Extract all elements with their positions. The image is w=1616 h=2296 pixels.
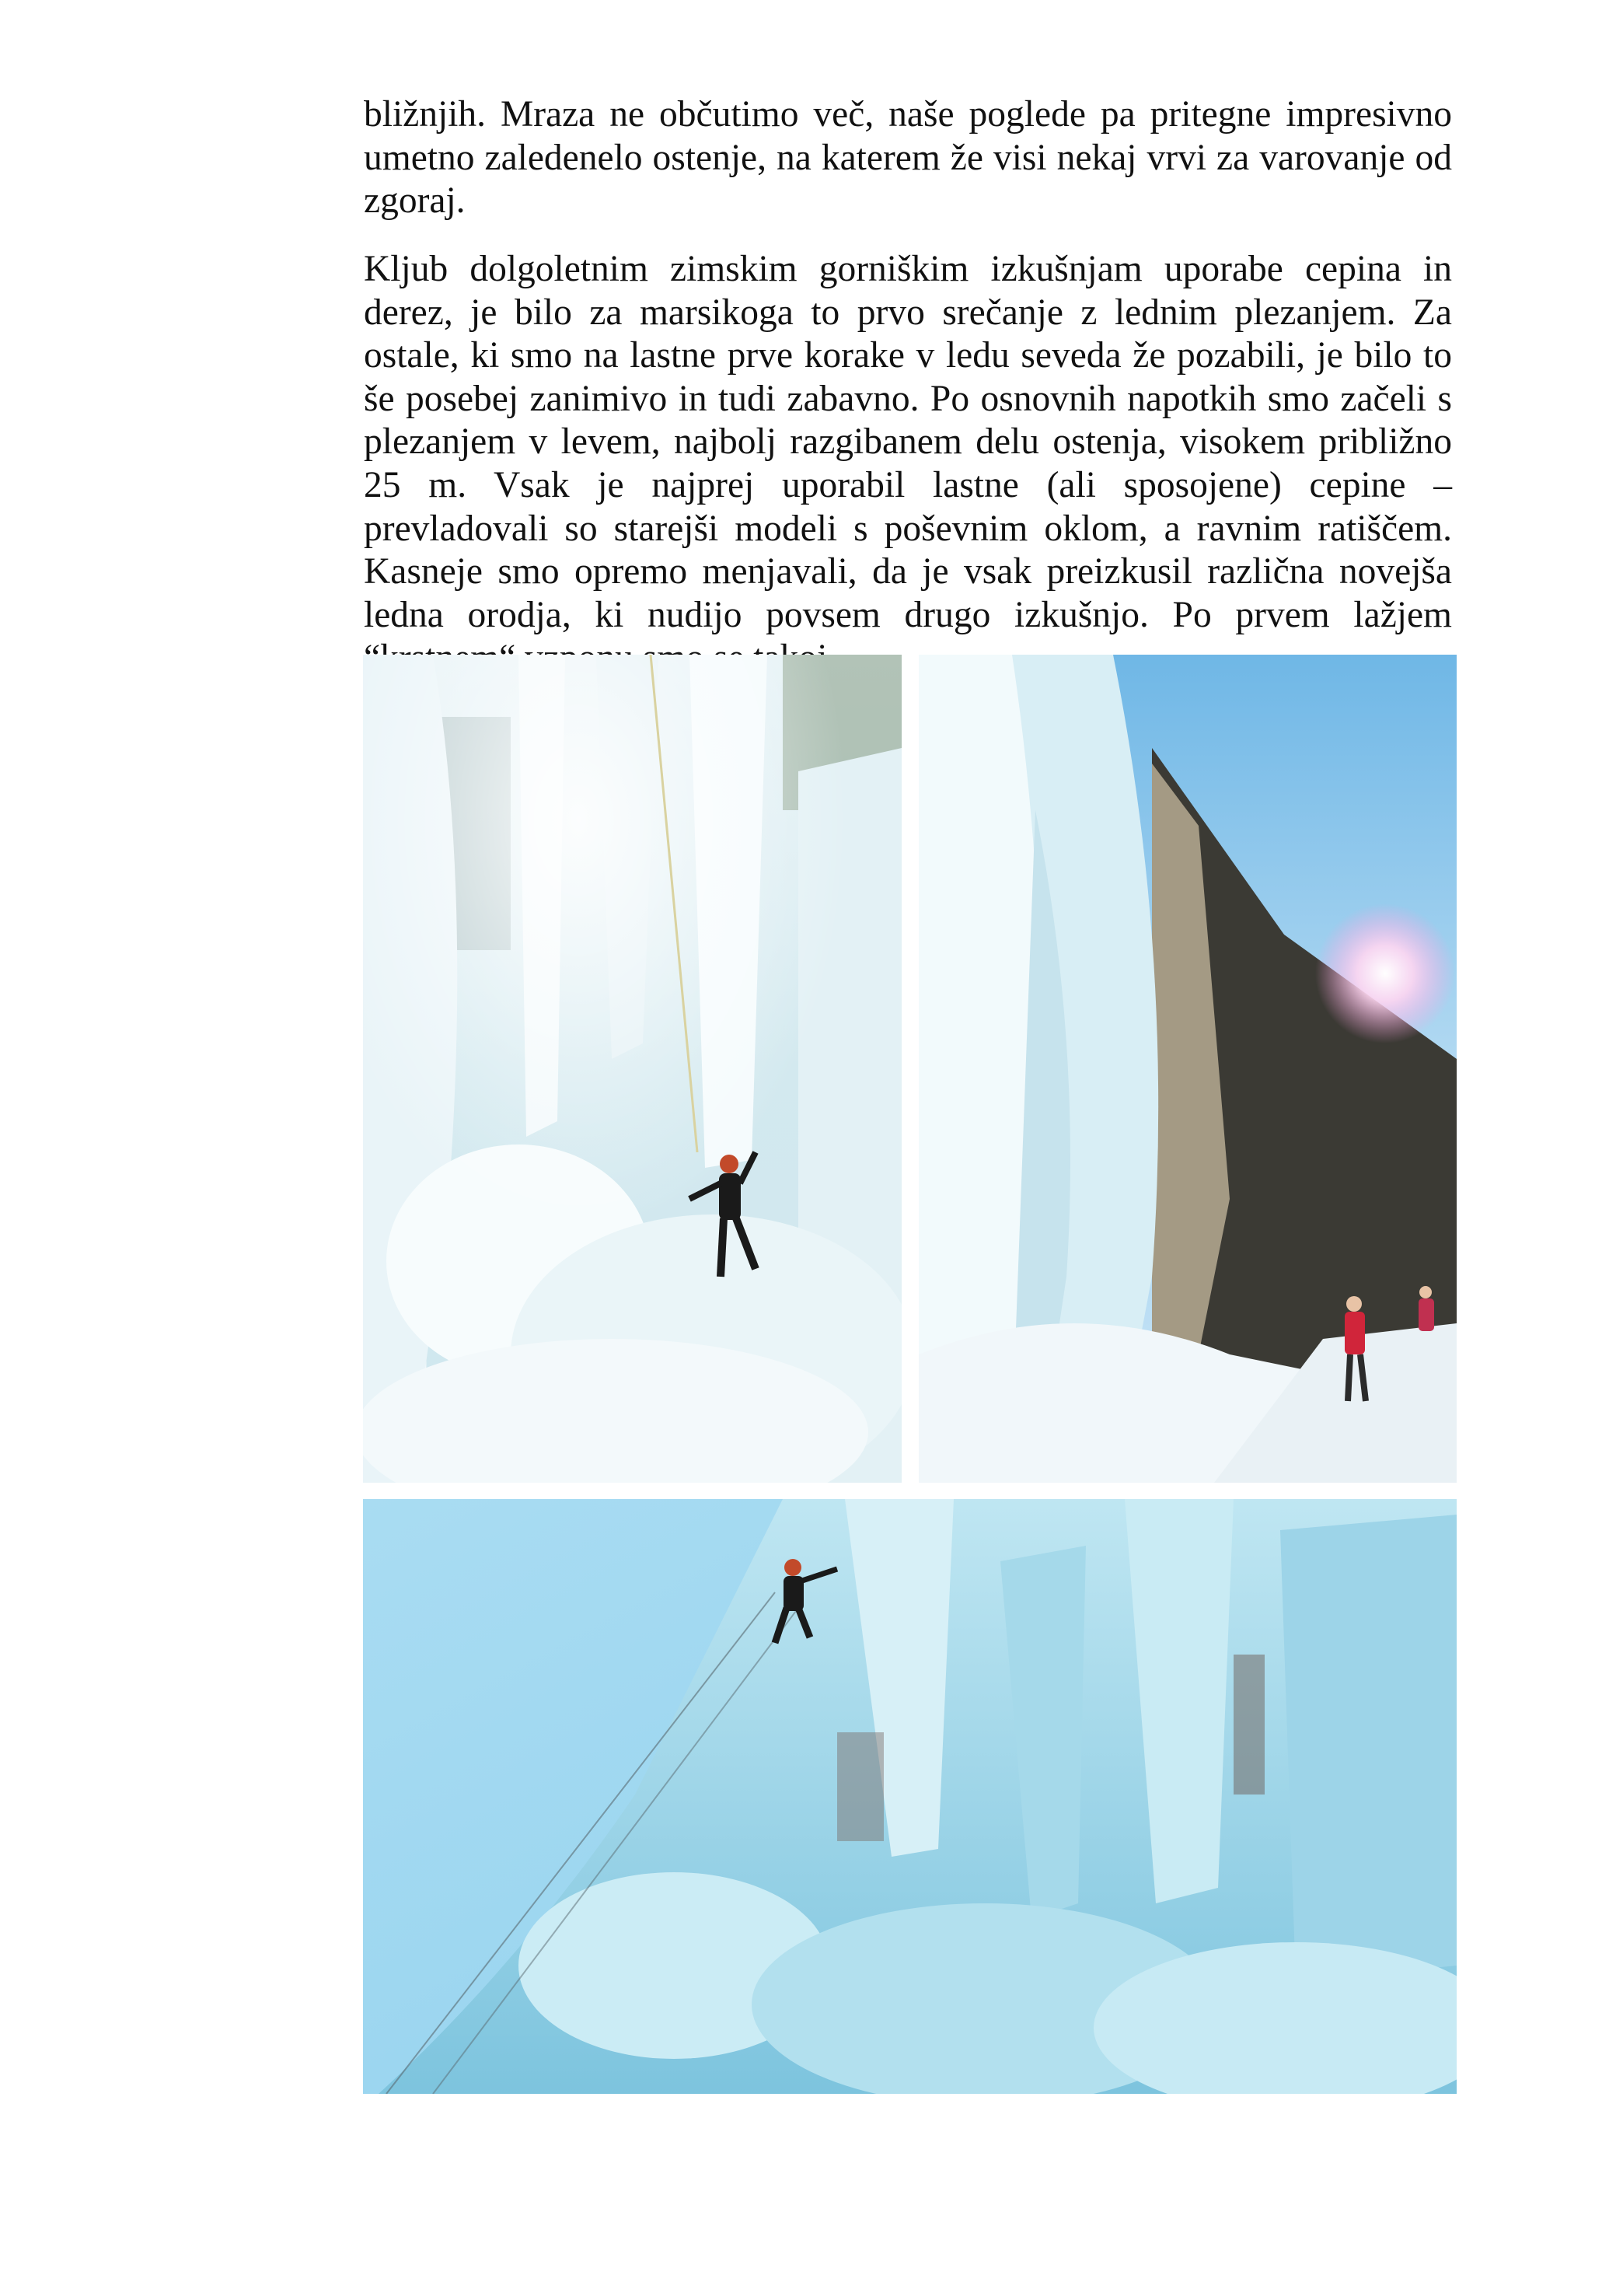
paragraph-2: Kljub dolgoletnim zimskim gorniškim izkušnjam uporabe cepina in derez, je bilo za marsikoga to prvo srečanje z lednim plezanjem. Za ostale, ki smo na lastne prve korake v ledu seveda že pozabili, je bilo to še posebej zanimivo in tudi zabavno. Po osnovnih napotkih smo začeli s plezanjem v levem, najbolj razgibanem delu ostenja, visokem približno 25 m. Vsak je najprej uporabil lastne (ali sposojene) cepine – prevladovali so starejši modeli s poševnim oklom, a ravnim ratiščem. Kasneje smo opremo menjavali, da je vsak preizkusil različna novejša ledna orodja, ki nudijo povsem drugo izkušnjo. Po prvem lažjem (364, 249, 1452, 635)
photo-blue-icefall-climber-graphic (363, 1499, 1457, 2094)
photo-ice-climber-wall-graphic (363, 655, 902, 1483)
photo-icefall-gorge-graphic (919, 655, 1457, 1483)
paragraph-1: bližnjih. Mraza ne občutimo več, naše poglede pa pritegne impresivno umetno zaledenelo ostenje, na katerem že visi nekaj vrvi za varovanje od zgoraj. (364, 94, 1452, 222)
photo-ice-climber-wall (363, 655, 902, 1483)
photo-icefall-gorge (919, 655, 1457, 1483)
photo-blue-icefall-climber (363, 1499, 1457, 2094)
